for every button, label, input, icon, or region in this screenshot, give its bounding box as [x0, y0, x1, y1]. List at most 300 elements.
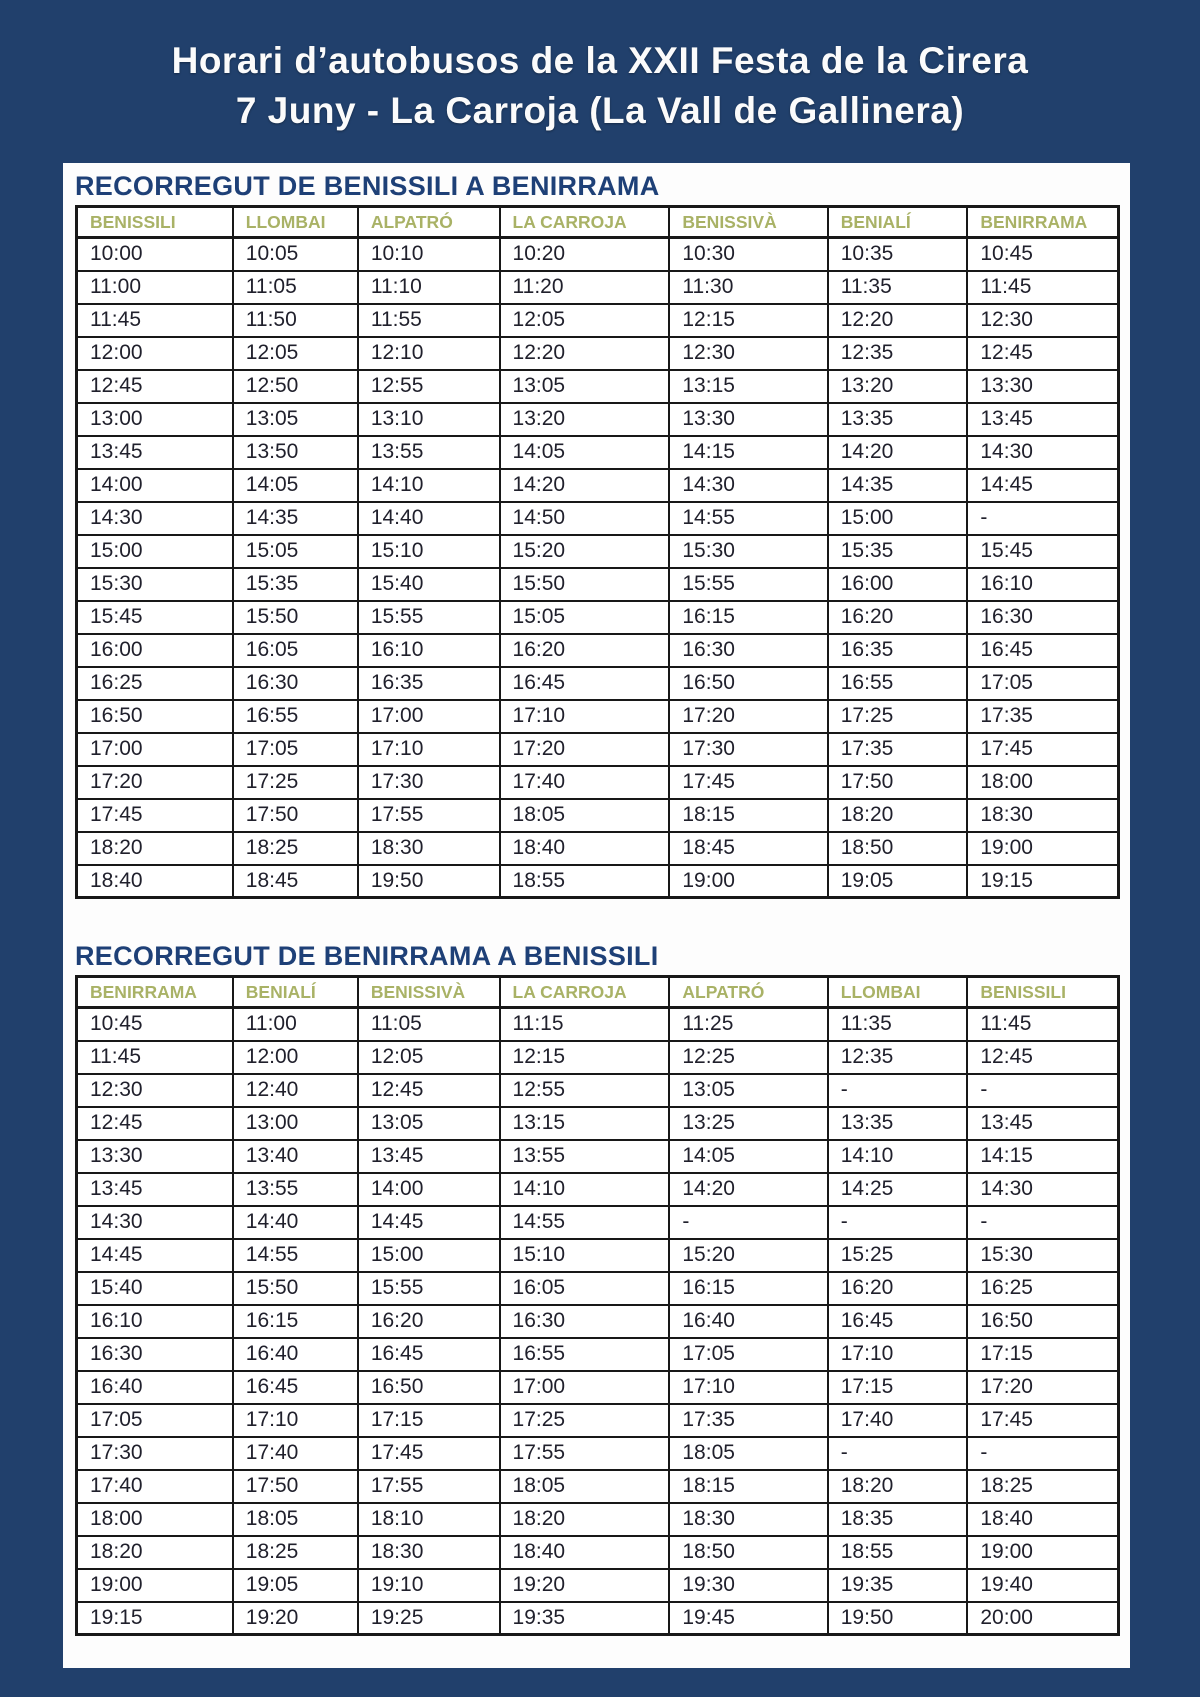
time-cell: 14:55 [500, 1206, 670, 1239]
time-cell: - [828, 1074, 968, 1107]
time-cell: 14:10 [828, 1140, 968, 1173]
time-cell: 17:40 [500, 766, 670, 799]
table-row [77, 271, 1119, 304]
time-cell: 17:00 [358, 700, 500, 733]
time-cell: 11:45 [77, 304, 233, 337]
table-row [77, 634, 1119, 667]
time-cell: 14:45 [967, 469, 1118, 502]
time-cell: 16:20 [828, 601, 968, 634]
time-cell: 12:20 [500, 337, 670, 370]
table-row [77, 1140, 1119, 1173]
time-cell: 15:20 [669, 1239, 827, 1272]
time-cell: 19:00 [967, 1536, 1118, 1569]
time-cell: 18:05 [669, 1437, 827, 1470]
table-row [77, 502, 1119, 535]
table-row [77, 733, 1119, 766]
time-cell: 13:30 [669, 403, 827, 436]
poster-title-line-2: 7 Juny - La Carroja (La Vall de Gallinera) [235, 90, 965, 131]
time-cell: 19:00 [77, 1569, 233, 1602]
time-cell: 16:15 [669, 601, 827, 634]
time-cell: 16:45 [358, 1338, 500, 1371]
time-cell: 19:15 [77, 1602, 233, 1635]
time-cell: 18:00 [77, 1503, 233, 1536]
table-row [77, 1371, 1119, 1404]
table-row [77, 436, 1119, 469]
time-cell: 18:40 [500, 832, 670, 865]
time-cell: 17:20 [967, 1371, 1118, 1404]
time-cell: 17:35 [669, 1404, 827, 1437]
time-cell: 12:25 [669, 1041, 827, 1074]
time-cell: 13:45 [967, 1107, 1118, 1140]
time-cell: 18:05 [233, 1503, 358, 1536]
table-row [77, 1272, 1119, 1305]
time-cell: 13:40 [233, 1140, 358, 1173]
column-header: BENIRRAMA [967, 207, 1118, 238]
time-cell: 12:45 [358, 1074, 500, 1107]
time-cell: 16:40 [77, 1371, 233, 1404]
time-cell: 18:15 [669, 799, 827, 832]
time-cell: 14:30 [77, 502, 233, 535]
column-header: BENISSIVÀ [358, 977, 500, 1008]
time-cell: 11:10 [358, 271, 500, 304]
time-cell: 17:50 [828, 766, 968, 799]
time-cell: 12:30 [967, 304, 1118, 337]
time-cell: 18:05 [500, 1470, 670, 1503]
time-cell: 19:20 [233, 1602, 358, 1635]
time-cell: 13:20 [828, 370, 968, 403]
time-cell: 15:35 [233, 568, 358, 601]
time-cell: 18:50 [828, 832, 968, 865]
time-cell: 15:55 [669, 568, 827, 601]
time-cell: 19:00 [967, 832, 1118, 865]
table-row [77, 1536, 1119, 1569]
time-cell: 12:35 [828, 337, 968, 370]
table-row [77, 667, 1119, 700]
time-cell: 19:25 [358, 1602, 500, 1635]
time-cell: 16:45 [500, 667, 670, 700]
time-cell: 12:45 [967, 337, 1118, 370]
time-cell: 17:55 [358, 1470, 500, 1503]
time-cell: 18:40 [77, 865, 233, 898]
time-cell: 17:10 [669, 1371, 827, 1404]
time-cell: 14:35 [828, 469, 968, 502]
poster-title-line-1: Horari d’autobusos de la XXII Festa de la Cirera [171, 40, 1029, 81]
time-cell: 12:35 [828, 1041, 968, 1074]
time-cell: 16:15 [669, 1272, 827, 1305]
time-cell: 19:40 [967, 1569, 1118, 1602]
time-cell: 13:55 [233, 1173, 358, 1206]
time-cell: 10:20 [500, 238, 670, 271]
time-cell: 10:10 [358, 238, 500, 271]
timetable-benirrama-benissili [75, 975, 1120, 1636]
time-cell: 16:30 [500, 1305, 670, 1338]
time-cell: 13:00 [77, 403, 233, 436]
time-cell: 18:45 [233, 865, 358, 898]
time-cell: 12:15 [669, 304, 827, 337]
time-cell: 12:05 [358, 1041, 500, 1074]
time-cell: 16:50 [669, 667, 827, 700]
table-row [77, 832, 1119, 865]
time-cell: 17:10 [233, 1404, 358, 1437]
timetable-benissili-benirrama [75, 205, 1120, 899]
column-header: BENISSILI [967, 977, 1118, 1008]
time-cell: 10:00 [77, 238, 233, 271]
time-cell: 15:20 [500, 535, 670, 568]
time-cell: 15:50 [233, 1272, 358, 1305]
time-cell: - [669, 1206, 827, 1239]
time-cell: 17:25 [500, 1404, 670, 1437]
time-cell: - [967, 1206, 1118, 1239]
table-row [77, 1338, 1119, 1371]
time-cell: 11:35 [828, 1008, 968, 1041]
time-cell: 17:05 [967, 667, 1118, 700]
time-cell: 16:00 [77, 634, 233, 667]
time-cell: 13:35 [828, 1107, 968, 1140]
time-cell: - [967, 502, 1118, 535]
time-cell: 16:10 [967, 568, 1118, 601]
table-row [77, 1602, 1119, 1635]
time-cell: 16:30 [669, 634, 827, 667]
time-cell: 14:05 [500, 436, 670, 469]
time-cell: 16:15 [233, 1305, 358, 1338]
time-cell: 17:05 [233, 733, 358, 766]
time-cell: 16:25 [967, 1272, 1118, 1305]
time-cell: 17:30 [77, 1437, 233, 1470]
time-cell: 15:00 [77, 535, 233, 568]
time-cell: 19:15 [967, 865, 1118, 898]
time-cell: 14:15 [669, 436, 827, 469]
time-cell: 11:45 [967, 271, 1118, 304]
time-cell: 15:30 [967, 1239, 1118, 1272]
column-header: BENISSILI [77, 207, 233, 238]
time-cell: 19:20 [500, 1569, 670, 1602]
time-cell: 17:45 [669, 766, 827, 799]
time-cell: 19:00 [669, 865, 827, 898]
time-cell: 17:05 [669, 1338, 827, 1371]
time-cell: 14:55 [233, 1239, 358, 1272]
time-cell: 19:45 [669, 1602, 827, 1635]
time-cell: 17:45 [967, 1404, 1118, 1437]
time-cell: 11:20 [500, 271, 670, 304]
time-cell: 15:05 [500, 601, 670, 634]
time-cell: 18:10 [358, 1503, 500, 1536]
time-cell: 17:20 [77, 766, 233, 799]
time-cell: 18:55 [828, 1536, 968, 1569]
time-cell: 11:05 [358, 1008, 500, 1041]
time-cell: 12:05 [233, 337, 358, 370]
time-cell: 13:05 [500, 370, 670, 403]
time-cell: 16:30 [233, 667, 358, 700]
time-cell: 13:20 [500, 403, 670, 436]
time-cell: 17:50 [233, 1470, 358, 1503]
table-row [77, 1074, 1119, 1107]
time-cell: 13:05 [358, 1107, 500, 1140]
time-cell: 14:35 [233, 502, 358, 535]
time-cell: 15:40 [358, 568, 500, 601]
time-cell: 14:45 [77, 1239, 233, 1272]
time-cell: 11:50 [233, 304, 358, 337]
time-cell: 16:40 [233, 1338, 358, 1371]
column-header: ALPATRÓ [669, 977, 827, 1008]
time-cell: 15:50 [500, 568, 670, 601]
time-cell: 18:20 [828, 1470, 968, 1503]
time-cell: 14:30 [669, 469, 827, 502]
time-cell: 12:55 [358, 370, 500, 403]
column-header: ALPATRÓ [358, 207, 500, 238]
time-cell: 11:25 [669, 1008, 827, 1041]
table-row [77, 1239, 1119, 1272]
route-section-benissili-benirrama [63, 171, 1130, 899]
time-cell: 19:35 [500, 1602, 670, 1635]
time-cell: 17:00 [500, 1371, 670, 1404]
time-cell: 15:10 [500, 1239, 670, 1272]
table-row [77, 1470, 1119, 1503]
time-cell: 20:00 [967, 1602, 1118, 1635]
time-cell: 17:05 [77, 1404, 233, 1437]
time-cell: 13:05 [233, 403, 358, 436]
time-cell: 17:10 [828, 1338, 968, 1371]
column-header: LA CARROJA [500, 207, 670, 238]
time-cell: 15:00 [828, 502, 968, 535]
time-cell: 14:25 [828, 1173, 968, 1206]
time-cell: 16:45 [967, 634, 1118, 667]
table-row [77, 1437, 1119, 1470]
time-cell: 19:50 [828, 1602, 968, 1635]
time-cell: 14:45 [358, 1206, 500, 1239]
time-cell: 18:50 [669, 1536, 827, 1569]
time-cell: 12:45 [77, 370, 233, 403]
table-row [77, 1206, 1119, 1239]
time-cell: 13:55 [500, 1140, 670, 1173]
time-cell: 10:45 [77, 1008, 233, 1041]
time-cell: 12:50 [233, 370, 358, 403]
time-cell: 12:05 [500, 304, 670, 337]
time-cell: 18:30 [669, 1503, 827, 1536]
time-cell: 17:20 [669, 700, 827, 733]
time-cell: 11:45 [967, 1008, 1118, 1041]
time-cell: 15:45 [967, 535, 1118, 568]
time-cell: 18:20 [828, 799, 968, 832]
time-cell: 13:15 [669, 370, 827, 403]
time-cell: 14:20 [828, 436, 968, 469]
time-cell: 16:50 [77, 700, 233, 733]
table-row [77, 1503, 1119, 1536]
time-cell: 17:30 [358, 766, 500, 799]
time-cell: 12:55 [500, 1074, 670, 1107]
table-row [77, 568, 1119, 601]
section-title-benirrama-benissili: RECORREGUT DE BENIRRAMA A BENISSILI [75, 941, 659, 971]
time-cell: 14:10 [500, 1173, 670, 1206]
time-cell: 16:45 [233, 1371, 358, 1404]
time-cell: 18:05 [500, 799, 670, 832]
time-cell: 12:45 [967, 1041, 1118, 1074]
time-cell: 10:30 [669, 238, 827, 271]
time-cell: 17:10 [358, 733, 500, 766]
time-cell: 13:45 [77, 1173, 233, 1206]
time-cell: 17:00 [77, 733, 233, 766]
time-cell: 17:50 [233, 799, 358, 832]
time-cell: 19:50 [358, 865, 500, 898]
table-row [77, 1008, 1119, 1041]
time-cell: 16:50 [358, 1371, 500, 1404]
table-row [77, 1041, 1119, 1074]
time-cell: 18:30 [358, 1536, 500, 1569]
section-title-benissili-benirrama: RECORREGUT DE BENISSILI A BENIRRAMA [75, 171, 660, 201]
time-cell: 14:00 [358, 1173, 500, 1206]
header-row [77, 977, 1119, 1008]
time-cell: 14:40 [358, 502, 500, 535]
column-header: BENIALÍ [233, 977, 358, 1008]
column-header: LLOMBAI [828, 977, 968, 1008]
time-cell: 12:40 [233, 1074, 358, 1107]
time-cell: 13:05 [669, 1074, 827, 1107]
time-cell: 18:35 [828, 1503, 968, 1536]
time-cell: 18:20 [77, 832, 233, 865]
time-cell: 16:10 [358, 634, 500, 667]
time-cell: 19:30 [669, 1569, 827, 1602]
time-cell: 11:15 [500, 1008, 670, 1041]
time-cell: 13:35 [828, 403, 968, 436]
time-cell: 16:35 [358, 667, 500, 700]
time-cell: 12:00 [77, 337, 233, 370]
time-cell: 15:35 [828, 535, 968, 568]
time-cell: 12:15 [500, 1041, 670, 1074]
time-cell: 11:05 [233, 271, 358, 304]
time-cell: 11:00 [77, 271, 233, 304]
time-cell: 14:30 [967, 1173, 1118, 1206]
time-cell: 13:50 [233, 436, 358, 469]
time-cell: 13:00 [233, 1107, 358, 1140]
time-cell: 15:55 [358, 601, 500, 634]
time-cell: 18:25 [233, 1536, 358, 1569]
table-row [77, 601, 1119, 634]
column-header: BENISSIVÀ [669, 207, 827, 238]
header-row [77, 207, 1119, 238]
time-cell: 17:25 [828, 700, 968, 733]
route-section-benirrama-benissili [63, 941, 1130, 1636]
time-cell: 18:15 [669, 1470, 827, 1503]
time-cell: 16:30 [77, 1338, 233, 1371]
table-row [77, 1173, 1119, 1206]
time-cell: 16:20 [828, 1272, 968, 1305]
time-cell: 11:30 [669, 271, 827, 304]
time-cell: 17:40 [77, 1470, 233, 1503]
time-cell: 18:30 [967, 799, 1118, 832]
time-cell: 15:25 [828, 1239, 968, 1272]
time-cell: 16:00 [828, 568, 968, 601]
time-cell: 11:45 [77, 1041, 233, 1074]
time-cell: 15:10 [358, 535, 500, 568]
time-cell: 14:05 [233, 469, 358, 502]
poster-header [0, 0, 1200, 136]
table-row [77, 766, 1119, 799]
time-cell: - [967, 1074, 1118, 1107]
time-cell: 14:30 [77, 1206, 233, 1239]
time-cell: 17:55 [500, 1437, 670, 1470]
time-cell: 17:40 [828, 1404, 968, 1437]
time-cell: 17:15 [967, 1338, 1118, 1371]
time-cell: 17:35 [828, 733, 968, 766]
time-cell: 14:55 [669, 502, 827, 535]
column-header: LA CARROJA [500, 977, 670, 1008]
time-cell: 19:05 [828, 865, 968, 898]
time-cell: 12:45 [77, 1107, 233, 1140]
column-header: BENIRRAMA [77, 977, 233, 1008]
time-cell: 16:05 [233, 634, 358, 667]
table-row [77, 1305, 1119, 1338]
time-cell: 14:50 [500, 502, 670, 535]
time-cell: 12:30 [669, 337, 827, 370]
time-cell: 12:00 [233, 1041, 358, 1074]
time-cell: 13:45 [967, 403, 1118, 436]
time-cell: 18:40 [500, 1536, 670, 1569]
time-cell: 13:45 [358, 1140, 500, 1173]
time-cell: 19:35 [828, 1569, 968, 1602]
table-row [77, 403, 1119, 436]
time-cell: 17:25 [233, 766, 358, 799]
time-cell: 12:20 [828, 304, 968, 337]
table-row [77, 1569, 1119, 1602]
time-cell: 12:30 [77, 1074, 233, 1107]
table-row [77, 304, 1119, 337]
time-cell: 13:55 [358, 436, 500, 469]
content-panel [63, 163, 1130, 1668]
time-cell: 14:00 [77, 469, 233, 502]
time-cell: 12:10 [358, 337, 500, 370]
time-cell: 16:50 [967, 1305, 1118, 1338]
time-cell: 16:55 [233, 700, 358, 733]
time-cell: 18:30 [358, 832, 500, 865]
time-cell: 14:30 [967, 436, 1118, 469]
time-cell: 16:05 [500, 1272, 670, 1305]
table-row [77, 1404, 1119, 1437]
time-cell: 15:00 [358, 1239, 500, 1272]
time-cell: 13:25 [669, 1107, 827, 1140]
time-cell: 18:55 [500, 865, 670, 898]
time-cell: 18:40 [967, 1503, 1118, 1536]
time-cell: - [967, 1437, 1118, 1470]
time-cell: 18:00 [967, 766, 1118, 799]
time-cell: 10:45 [967, 238, 1118, 271]
time-cell: 14:20 [669, 1173, 827, 1206]
time-cell: 15:05 [233, 535, 358, 568]
table-row [77, 535, 1119, 568]
time-cell: 19:05 [233, 1569, 358, 1602]
column-header: LLOMBAI [233, 207, 358, 238]
table-row [77, 238, 1119, 271]
time-cell: 15:30 [77, 568, 233, 601]
time-cell: 15:50 [233, 601, 358, 634]
time-cell: 16:55 [500, 1338, 670, 1371]
time-cell: 16:35 [828, 634, 968, 667]
time-cell: 11:35 [828, 271, 968, 304]
time-cell: 17:20 [500, 733, 670, 766]
time-cell: 16:40 [669, 1305, 827, 1338]
time-cell: 14:05 [669, 1140, 827, 1173]
table-row [77, 370, 1119, 403]
time-cell: 15:40 [77, 1272, 233, 1305]
time-cell: 13:30 [967, 370, 1118, 403]
time-cell: 17:45 [967, 733, 1118, 766]
time-cell: 18:45 [669, 832, 827, 865]
time-cell: 16:10 [77, 1305, 233, 1338]
time-cell: 17:10 [500, 700, 670, 733]
time-cell: 17:45 [77, 799, 233, 832]
time-cell: - [828, 1206, 968, 1239]
time-cell: 18:20 [77, 1536, 233, 1569]
table-row [77, 700, 1119, 733]
time-cell: 17:40 [233, 1437, 358, 1470]
